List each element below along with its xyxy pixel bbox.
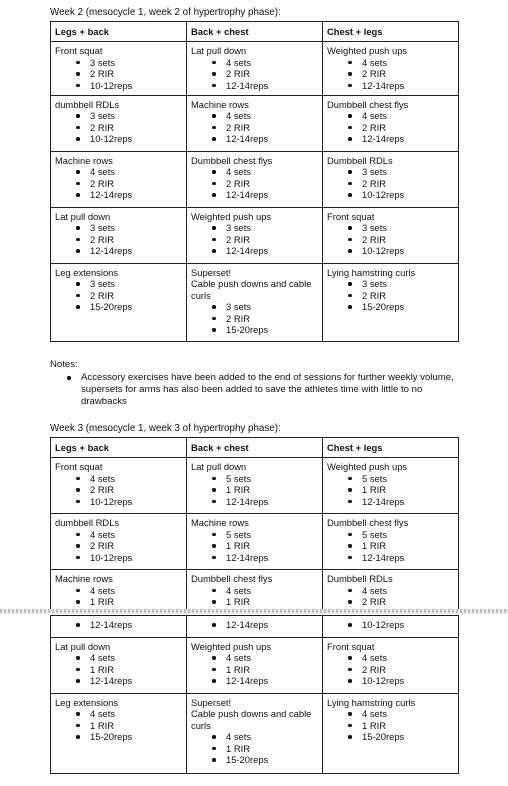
exercise-cell <box>51 152 187 208</box>
exercise-name: Lat pull down <box>55 211 111 223</box>
exercise-details <box>191 222 318 256</box>
detail-item: 10-12reps <box>81 496 182 507</box>
detail-item: 12-14reps <box>217 619 318 630</box>
detail-item: 1 RIR <box>353 484 454 495</box>
exercise-details <box>327 473 454 507</box>
exercise-name: Front squat <box>327 211 375 223</box>
exercise-details <box>55 110 182 144</box>
detail-item: 1 RIR <box>81 664 182 675</box>
detail-item: 2 RIR <box>81 68 182 79</box>
exercise-name: dumbbell RDLs <box>55 517 120 529</box>
detail-item: 12-14reps <box>353 80 454 91</box>
exercise-details <box>327 110 454 144</box>
detail-item: 4 sets <box>217 731 318 742</box>
detail-item: 4 sets <box>81 585 182 596</box>
table-row <box>51 152 459 208</box>
exercise-cell <box>323 42 459 96</box>
exercise-name: Dumbbell chest flys <box>191 155 273 167</box>
exercise-details <box>191 57 318 91</box>
column-header: Back + chest <box>187 438 323 458</box>
exercise-details <box>327 708 454 742</box>
exercise-cell <box>323 638 459 694</box>
exercise-details <box>191 619 318 630</box>
exercise-name: Weighted push ups <box>191 211 272 223</box>
exercise-details <box>327 278 454 312</box>
exercise-details <box>55 222 182 256</box>
detail-item: 12-14reps <box>81 245 182 256</box>
detail-item: 2 RIR <box>353 178 454 189</box>
exercise-cell <box>187 208 323 264</box>
exercise-name: Machine rows <box>55 573 113 585</box>
exercise-name: Dumbbell chest flys <box>327 517 409 529</box>
detail-item: 12-14reps <box>353 496 454 507</box>
exercise-cell <box>187 570 323 612</box>
detail-item: 1 RIR <box>217 596 318 607</box>
exercise-details <box>327 529 454 563</box>
detail-item: 15-20reps <box>353 731 454 742</box>
exercise-name: dumbbell RDLs <box>55 99 120 111</box>
table-row <box>51 42 459 96</box>
table-row <box>51 208 459 264</box>
detail-item: 15-20reps <box>353 301 454 312</box>
exercise-cell <box>323 458 459 514</box>
table-row <box>51 616 459 638</box>
exercise-cell <box>51 570 187 612</box>
exercise-name: Dumbbell RDLs <box>327 155 393 167</box>
exercise-name: Weighted push ups <box>327 45 408 57</box>
exercise-details <box>327 619 454 630</box>
exercise-cell <box>323 694 459 774</box>
table-row <box>51 514 459 570</box>
page-break <box>0 609 508 613</box>
exercise-name: Dumbbell chest flys <box>327 99 409 111</box>
detail-item: 12-14reps <box>353 552 454 563</box>
detail-item: 4 sets <box>353 652 454 663</box>
exercise-cell <box>187 458 323 514</box>
exercise-cell <box>323 208 459 264</box>
exercise-name: Dumbbell chest flys <box>191 573 273 585</box>
exercise-details <box>55 529 182 563</box>
detail-item: 12-14reps <box>217 552 318 563</box>
detail-item: 4 sets <box>217 166 318 177</box>
detail-item: 10-12reps <box>353 189 454 200</box>
week3-heading: Week 3 (mesocycle 1, week 3 of hypertrophy phase): <box>50 423 281 434</box>
detail-item: 10-12reps <box>81 133 182 144</box>
exercise-details <box>55 473 182 507</box>
detail-item: 5 sets <box>353 473 454 484</box>
table-header-row <box>51 438 459 458</box>
exercise-cell <box>51 616 187 638</box>
exercise-details <box>327 585 454 608</box>
exercise-name: Leg extensions <box>55 267 119 279</box>
detail-item: 4 sets <box>81 473 182 484</box>
exercise-name: Lying hamstring curls <box>327 697 416 708</box>
exercise-details <box>191 585 318 608</box>
detail-item: 2 RIR <box>353 596 454 607</box>
detail-item: 10-12reps <box>353 619 454 630</box>
exercise-cell <box>187 264 323 342</box>
detail-item: 2 RIR <box>353 664 454 675</box>
exercise-cell <box>51 208 187 264</box>
exercise-cell <box>323 96 459 152</box>
table-row <box>51 96 459 152</box>
detail-item: 3 sets <box>353 222 454 233</box>
detail-item: 3 sets <box>81 222 182 233</box>
column-header: Back + chest <box>187 22 323 42</box>
exercise-details <box>191 652 318 686</box>
column-header: Legs + back <box>51 22 187 42</box>
exercise-cell <box>323 570 459 612</box>
exercise-subname: Cable push downs and cable curls <box>191 278 312 301</box>
exercise-name: Lat pull down <box>191 461 247 473</box>
detail-item: 12-14reps <box>81 675 182 686</box>
detail-item: 4 sets <box>353 110 454 121</box>
detail-item: 12-14reps <box>353 133 454 144</box>
exercise-cell <box>51 42 187 96</box>
detail-item: 15-20reps <box>81 301 182 312</box>
table-row <box>51 638 459 694</box>
detail-item: 4 sets <box>81 166 182 177</box>
detail-item: 2 RIR <box>81 290 182 301</box>
detail-item: 3 sets <box>353 278 454 289</box>
exercise-details <box>191 529 318 563</box>
detail-item: 3 sets <box>353 166 454 177</box>
exercise-name: Weighted push ups <box>327 461 408 473</box>
detail-item: 3 sets <box>81 110 182 121</box>
exercise-name: Machine rows <box>191 99 249 111</box>
exercise-details <box>55 585 182 608</box>
exercise-cell <box>187 96 323 152</box>
detail-item: 10-12reps <box>353 675 454 686</box>
exercise-details <box>327 222 454 256</box>
detail-item: 12-14reps <box>217 189 318 200</box>
week2-table <box>50 21 459 342</box>
exercise-details <box>55 652 182 686</box>
exercise-cell <box>187 616 323 638</box>
detail-item: 1 RIR <box>217 484 318 495</box>
exercise-details <box>55 278 182 312</box>
detail-item: 12-14reps <box>217 133 318 144</box>
detail-item: 4 sets <box>217 652 318 663</box>
detail-item: 12-14reps <box>217 675 318 686</box>
notes-item: Accessory exercises have been added to the end of sessions for further weekly volume, supersets for arms has also been added to save the athletes time with little to no drawbacks <box>67 372 455 407</box>
exercise-name: Machine rows <box>191 517 249 529</box>
detail-item: 2 RIR <box>81 122 182 133</box>
exercise-name: Weighted push ups <box>191 641 272 652</box>
week3-table-continued <box>50 615 459 774</box>
exercise-details <box>55 166 182 200</box>
table-row <box>51 264 459 342</box>
detail-item: 15-20reps <box>217 754 318 765</box>
detail-item: 12-14reps <box>81 189 182 200</box>
exercise-cell <box>51 458 187 514</box>
exercise-details <box>327 652 454 686</box>
detail-item: 12-14reps <box>81 619 182 630</box>
detail-item: 10-12reps <box>353 245 454 256</box>
detail-item: 1 RIR <box>217 540 318 551</box>
detail-item: 4 sets <box>217 585 318 596</box>
exercise-cell <box>187 694 323 774</box>
table-row <box>51 694 459 774</box>
exercise-details <box>327 57 454 91</box>
detail-item: 4 sets <box>81 652 182 663</box>
exercise-details <box>191 110 318 144</box>
detail-item: 4 sets <box>81 708 182 719</box>
column-header: Chest + legs <box>323 22 459 42</box>
exercise-cell <box>51 638 187 694</box>
exercise-name: Front squat <box>55 45 103 57</box>
detail-item: 2 RIR <box>81 234 182 245</box>
exercise-cell <box>51 514 187 570</box>
detail-item: 2 RIR <box>353 234 454 245</box>
detail-item: 3 sets <box>81 278 182 289</box>
detail-item: 2 RIR <box>81 540 182 551</box>
table-header-row <box>51 22 459 42</box>
detail-item: 15-20reps <box>217 324 318 335</box>
detail-item: 2 RIR <box>353 122 454 133</box>
detail-item: 2 RIR <box>81 484 182 495</box>
detail-item: 1 RIR <box>353 540 454 551</box>
exercise-name: Lat pull down <box>55 641 111 652</box>
detail-item: 2 RIR <box>217 313 318 324</box>
detail-item: 5 sets <box>217 529 318 540</box>
exercise-subname: Cable push downs and cable curls <box>191 708 312 731</box>
exercise-details <box>327 166 454 200</box>
exercise-name: Front squat <box>55 461 103 473</box>
detail-item: 5 sets <box>217 473 318 484</box>
detail-item: 5 sets <box>353 529 454 540</box>
exercise-details <box>191 301 318 335</box>
exercise-cell <box>323 152 459 208</box>
detail-item: 3 sets <box>217 222 318 233</box>
detail-item: 4 sets <box>353 57 454 68</box>
exercise-details <box>55 708 182 742</box>
detail-item: 2 RIR <box>353 290 454 301</box>
detail-item: 10-12reps <box>81 80 182 91</box>
detail-item: 4 sets <box>217 110 318 121</box>
detail-item: 15-20reps <box>81 731 182 742</box>
detail-item: 2 RIR <box>81 178 182 189</box>
exercise-name: Front squat <box>327 641 375 652</box>
exercise-cell <box>187 514 323 570</box>
notes-label: Notes: <box>50 359 78 370</box>
column-header: Legs + back <box>51 438 187 458</box>
detail-item: 1 RIR <box>353 720 454 731</box>
exercise-cell <box>51 694 187 774</box>
exercise-cell <box>323 264 459 342</box>
column-header: Chest + legs <box>323 438 459 458</box>
exercise-details <box>191 731 318 765</box>
exercise-cell <box>187 152 323 208</box>
exercise-cell <box>323 514 459 570</box>
exercise-cell <box>323 616 459 638</box>
detail-item: 12-14reps <box>217 80 318 91</box>
detail-item: 10-12reps <box>81 552 182 563</box>
detail-item: 3 sets <box>81 57 182 68</box>
detail-item: 2 RIR <box>217 122 318 133</box>
exercise-cell <box>51 264 187 342</box>
detail-item: 1 RIR <box>217 743 318 754</box>
detail-item: 2 RIR <box>353 68 454 79</box>
notes-list <box>67 372 455 407</box>
detail-item: 1 RIR <box>81 596 182 607</box>
exercise-name: Lat pull down <box>191 45 247 57</box>
detail-item: 12-14reps <box>217 245 318 256</box>
week2-heading: Week 2 (mesocycle 1, week 2 of hypertrophy phase): <box>50 7 281 18</box>
exercise-details <box>191 166 318 200</box>
detail-item: 4 sets <box>353 708 454 719</box>
exercise-cell <box>51 96 187 152</box>
exercise-cell <box>187 42 323 96</box>
week3-table <box>50 437 459 613</box>
detail-item: 1 RIR <box>81 720 182 731</box>
exercise-name: Leg extensions <box>55 697 119 708</box>
exercise-name: Superset! <box>191 697 232 708</box>
detail-item: 2 RIR <box>217 178 318 189</box>
detail-item: 2 RIR <box>217 234 318 245</box>
exercise-details <box>191 473 318 507</box>
exercise-name: Machine rows <box>55 155 113 167</box>
detail-item: 4 sets <box>353 585 454 596</box>
detail-item: 4 sets <box>217 57 318 68</box>
exercise-details <box>55 57 182 91</box>
exercise-details <box>55 619 182 630</box>
exercise-name: Superset! <box>191 267 232 279</box>
detail-item: 3 sets <box>217 301 318 312</box>
detail-item: 12-14reps <box>217 496 318 507</box>
exercise-name: Dumbbell RDLs <box>327 573 393 585</box>
exercise-cell <box>187 638 323 694</box>
table-row <box>51 570 459 612</box>
detail-item: 2 RIR <box>217 68 318 79</box>
detail-item: 1 RIR <box>217 664 318 675</box>
table-row <box>51 458 459 514</box>
exercise-name: Lying hamstring curls <box>327 267 416 279</box>
detail-item: 4 sets <box>81 529 182 540</box>
